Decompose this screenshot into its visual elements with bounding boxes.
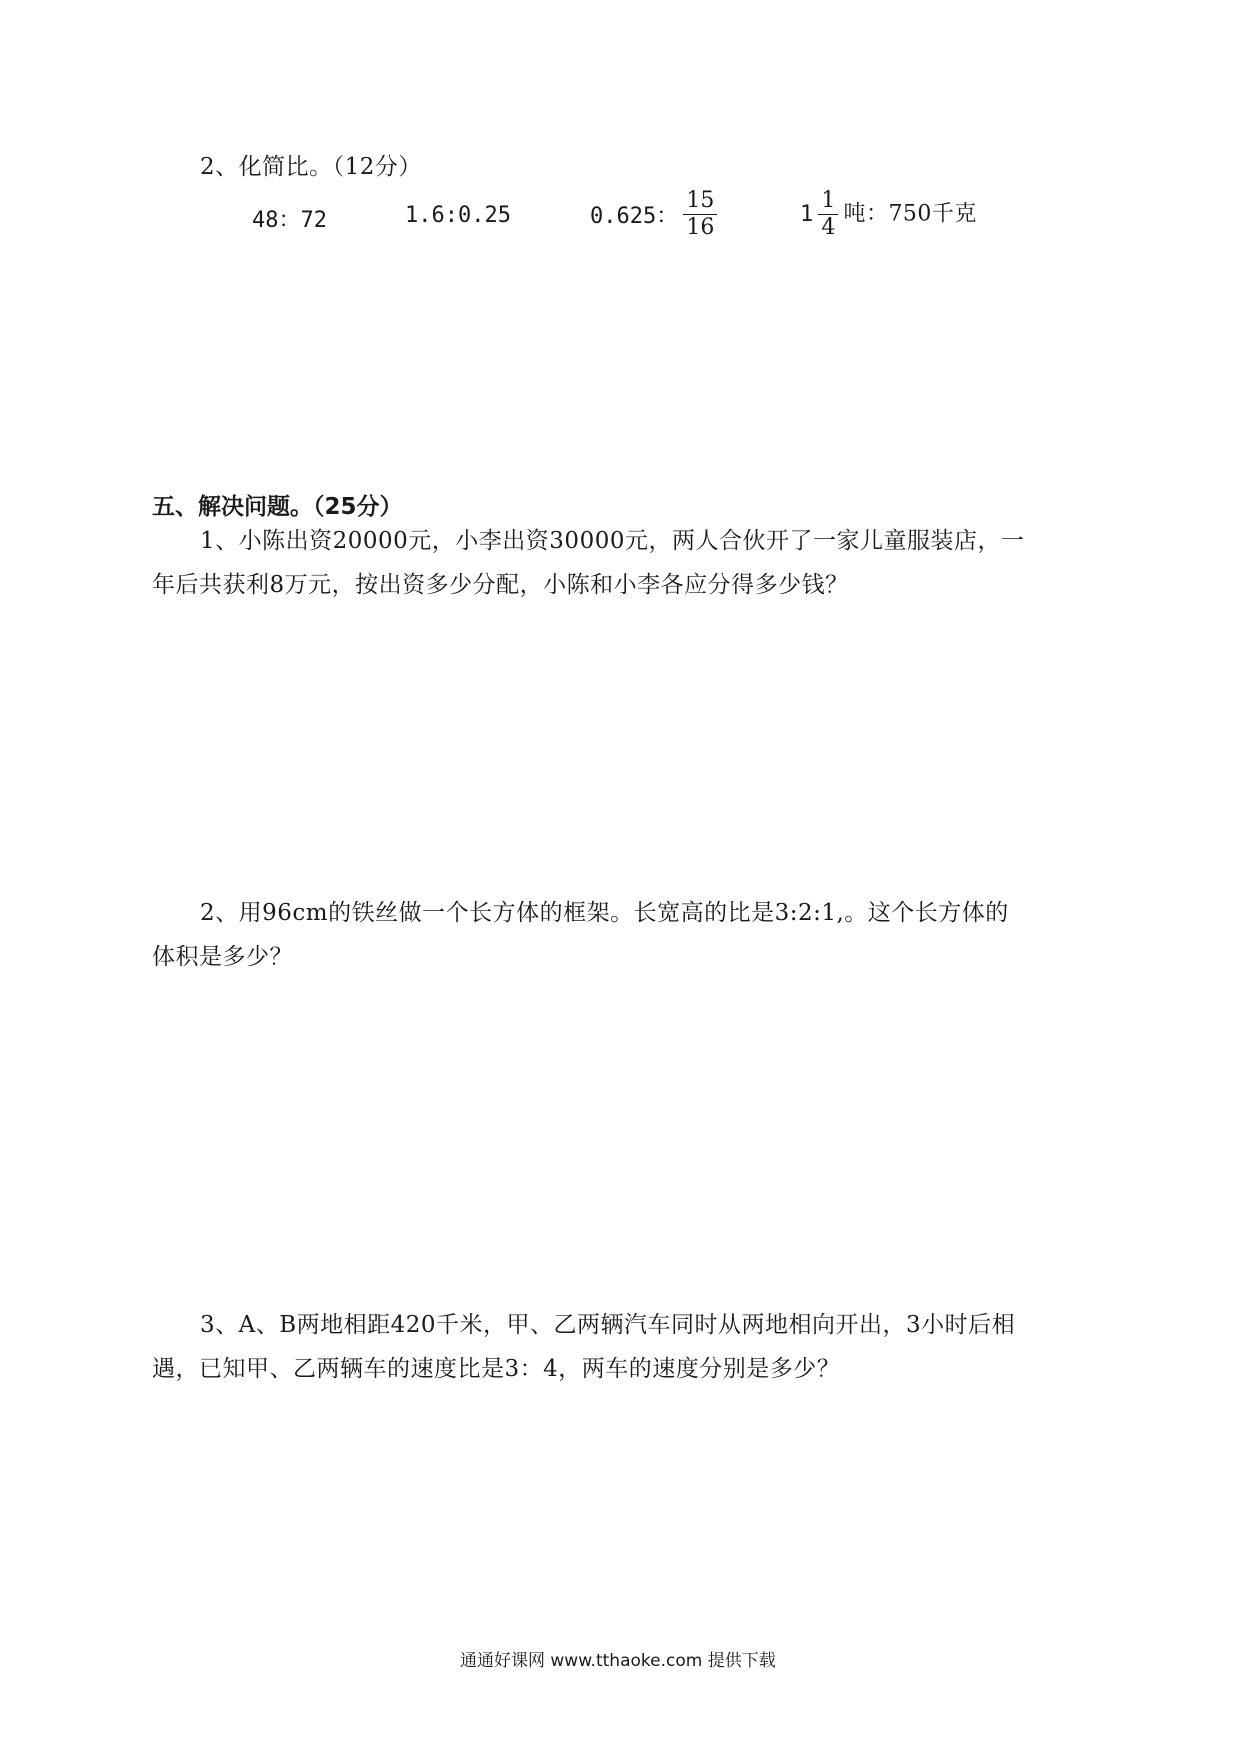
fraction-denominator: 16 xyxy=(686,215,715,240)
ratio-item-d-suffix: 吨：750千克 xyxy=(843,201,977,227)
fraction-numerator: 15 xyxy=(683,188,717,215)
fraction-denominator: 4 xyxy=(821,215,836,240)
section-five-heading: 五、解决问题。（25分） xyxy=(152,494,403,520)
problem-3-line-1: 3、A、B两地相距420千米，甲、乙两辆汽车同时从两地相向开出，3小时后相 xyxy=(200,1312,1016,1338)
ratio-item-c-fraction xyxy=(683,188,717,241)
ratio-item-c-prefix: 0.625： xyxy=(590,204,679,229)
problem-1-line-1: 1、小陈出资20000元，小李出资30000元，两人合伙开了一家儿童服装店，一 xyxy=(200,528,1025,554)
problem-1-line-2: 年后共获利8万元，按出资多少分配，小陈和小李各应分得多少钱？ xyxy=(152,572,849,598)
footer-credit: 通通好课网 www.tthaoke.com 提供下载 xyxy=(460,1651,776,1671)
mixed-number-whole: 1 xyxy=(800,202,814,227)
problem-2-line-1: 2、用96cm的铁丝做一个长方体的框架。长宽高的比是3:2:1,。这个长方体的 xyxy=(200,900,1009,926)
problem-3-line-2: 遇，已知甲、乙两辆车的速度比是3：4，两车的速度分别是多少？ xyxy=(152,1356,841,1382)
problem-2-line-2: 体积是多少？ xyxy=(152,944,293,970)
fraction-numerator: 1 xyxy=(818,188,838,215)
simplify-ratio-title: 2、化简比。（12分） xyxy=(200,154,422,180)
ratio-item-b: 1.6:0.25 xyxy=(405,203,511,228)
ratio-item-d xyxy=(800,188,977,241)
ratio-item-a: 48：72 xyxy=(252,208,327,233)
ratio-item-d-fraction xyxy=(818,188,838,241)
ratio-item-c xyxy=(590,188,717,241)
